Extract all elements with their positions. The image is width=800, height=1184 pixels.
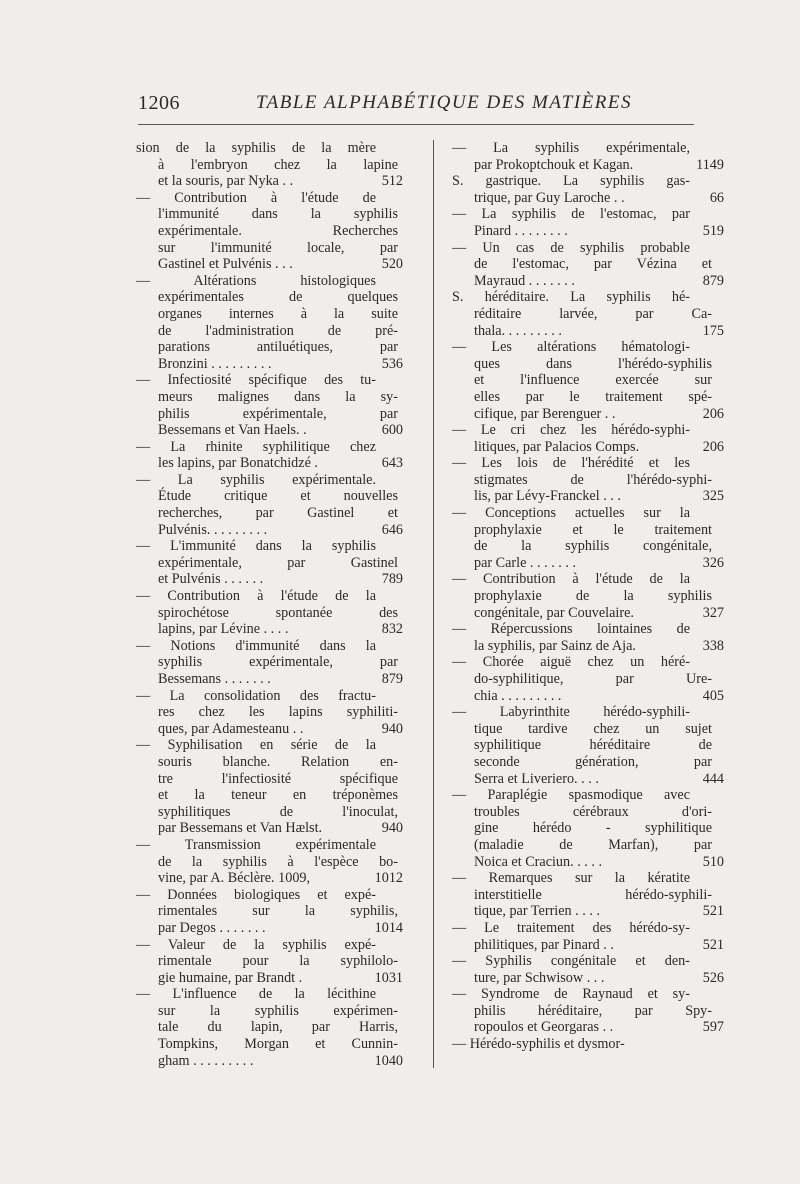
entry-line: philis expérimentale, par bbox=[158, 405, 398, 422]
entry-line: ropoulos et Georgaras . . bbox=[474, 1019, 614, 1036]
entry-line: ture, par Schwisow . . . bbox=[474, 969, 605, 986]
entry-page-number: 327 bbox=[702, 604, 724, 621]
index-entry bbox=[452, 173, 724, 206]
index-entry bbox=[136, 190, 401, 273]
page-title: TABLE ALPHABÉTIQUE DES MATIÈRES bbox=[256, 92, 632, 113]
entry-page-number: 175 bbox=[702, 322, 724, 339]
entry-line: — La consolidation des fractu- bbox=[136, 687, 376, 704]
entry-line: Serra et Liveriero. . . . bbox=[474, 770, 599, 787]
entry-page-number: 66 bbox=[709, 189, 724, 206]
entry-line: philis héréditaire, par Spy- bbox=[474, 1002, 712, 1019]
right-column bbox=[452, 140, 724, 1053]
page-header bbox=[138, 92, 694, 122]
entry-line: stigmates de l'hérédo-syphi- bbox=[474, 471, 712, 488]
entry-line: interstitielle hérédo-syphili- bbox=[474, 886, 712, 903]
entry-line: Bessemans et Van Haels. . bbox=[158, 422, 307, 439]
entry-line: tale du lapin, par Harris, bbox=[158, 1019, 398, 1036]
entry-line: les lapins, par Bonatchidzé . bbox=[158, 455, 318, 472]
entry-page-number: 600 bbox=[381, 422, 403, 439]
index-entry bbox=[452, 986, 724, 1036]
entry-line: sur l'immunité locale, par bbox=[158, 239, 398, 256]
entry-line: et la souris, par Nyka . . bbox=[158, 173, 294, 190]
entry-line: gham . . . . . . . . . bbox=[158, 1052, 254, 1069]
entry-page-number: 1012 bbox=[374, 870, 403, 887]
entry-page-number: 597 bbox=[702, 1019, 724, 1036]
entry-line: — La syphilis expérimentale, bbox=[452, 140, 690, 156]
entry-page-number: 521 bbox=[702, 936, 724, 953]
index-entry bbox=[136, 638, 401, 688]
entry-line: res chez les lapins syphiliti- bbox=[158, 704, 398, 721]
entry-page-number: 789 bbox=[381, 571, 403, 588]
entry-line: — Syndrome de Raynaud et sy- bbox=[452, 986, 690, 1003]
entry-line: ques dans l'hérédo-syphilis bbox=[474, 355, 712, 372]
entry-line: rimentale pour la syphilolo- bbox=[158, 953, 398, 970]
entry-line: prophylaxie de la syphilis bbox=[474, 588, 712, 605]
entry-page-number: 1149 bbox=[696, 156, 724, 173]
entry-line: — Remarques sur la kératite bbox=[452, 870, 690, 887]
entry-page-number: 326 bbox=[702, 554, 724, 571]
entry-line: par Bessemans et Van Hælst. bbox=[158, 820, 323, 837]
entry-line: Pulvénis. . . . . . . . . bbox=[158, 521, 268, 538]
entry-line: — Contribution à l'étude de la bbox=[136, 588, 376, 605]
entry-page-number: 520 bbox=[381, 256, 403, 273]
entry-line: — Contribution à l'étude de la bbox=[452, 571, 690, 588]
entry-page-number: 521 bbox=[702, 903, 724, 920]
entry-line: l'immunité dans la syphilis bbox=[158, 206, 398, 223]
column-divider bbox=[433, 140, 434, 1068]
entry-line: meurs malignes dans la sy- bbox=[158, 388, 398, 405]
entry-line: sur la syphilis expérimen- bbox=[158, 1002, 398, 1019]
index-entry bbox=[452, 571, 724, 621]
index-entry bbox=[452, 1036, 710, 1053]
entry-line: souris blanche. Relation en- bbox=[158, 753, 398, 770]
entry-line: lis, par Lévy-Franckel . . . bbox=[474, 488, 621, 505]
entry-line: lapins, par Lévine . . . . bbox=[158, 621, 289, 638]
entry-line: à l'embryon chez la lapine bbox=[158, 156, 398, 173]
entry-line: Bronzini . . . . . . . . . bbox=[158, 355, 272, 372]
entry-line: Tompkins, Morgan et Cunnin- bbox=[158, 1036, 398, 1053]
entry-line: — Hérédo-syphilis et dysmor- bbox=[452, 1036, 625, 1053]
entry-line: Étude critique et nouvelles bbox=[158, 488, 398, 505]
entry-line: et la teneur en tréponèmes bbox=[158, 787, 398, 804]
entry-line: thala. . . . . . . . . bbox=[474, 322, 562, 339]
entry-line: et Pulvénis . . . . . . bbox=[158, 571, 264, 588]
entry-line: expérimentale, par Gastinel bbox=[158, 554, 398, 571]
index-entry bbox=[452, 870, 724, 920]
entry-page-number: 1031 bbox=[374, 969, 403, 986]
entry-line: ques, par Adamesteanu . . bbox=[158, 720, 304, 737]
entry-page-number: 206 bbox=[702, 405, 724, 422]
entry-line: sion de la syphilis de la mère bbox=[136, 140, 376, 156]
entry-page-number: 338 bbox=[702, 637, 724, 654]
entry-page-number: 444 bbox=[702, 770, 724, 787]
entry-line: syphilis expérimentale, par bbox=[158, 654, 398, 671]
index-entry bbox=[136, 538, 401, 588]
entry-line: — Le traitement des hérédo-sy- bbox=[452, 919, 690, 936]
entry-line: — Répercussions lointaines de bbox=[452, 621, 690, 638]
entry-line: — Contribution à l'étude de bbox=[136, 189, 376, 206]
entry-line: tique tardive chez un sujet bbox=[474, 720, 712, 737]
entry-page-number: 405 bbox=[702, 687, 724, 704]
entry-line: — Notions d'immunité dans la bbox=[136, 637, 376, 654]
entry-line: recherches, par Gastinel et bbox=[158, 505, 398, 522]
entry-line: — Transmission expérimentale bbox=[136, 836, 376, 853]
entry-line: — La rhinite syphilitique chez bbox=[136, 438, 376, 455]
entry-line: philitiques, par Pinard . . bbox=[474, 936, 614, 953]
index-entry bbox=[136, 688, 401, 738]
entry-line: — Paraplégie spasmodique avec bbox=[452, 787, 690, 804]
entry-page-number: 536 bbox=[381, 355, 403, 372]
entry-line: S. gastrique. La syphilis gas- bbox=[452, 173, 690, 190]
entry-page-number: 879 bbox=[381, 671, 403, 687]
index-entry bbox=[136, 937, 401, 987]
entry-page-number: 325 bbox=[702, 488, 724, 505]
left-column bbox=[136, 140, 401, 1069]
index-entry bbox=[136, 986, 401, 1069]
entry-line: — Labyrinthite hérédo-syphili- bbox=[452, 704, 690, 721]
index-entry bbox=[452, 704, 724, 787]
entry-line: de la syphilis congénitale, bbox=[474, 538, 712, 555]
entry-line: — La syphilis de l'estomac, par bbox=[452, 206, 690, 223]
entry-line: prophylaxie et le traitement bbox=[474, 521, 712, 538]
entry-line: spirochétose spontanée des bbox=[158, 604, 398, 621]
index-entry bbox=[452, 621, 724, 654]
entry-line: — Le cri chez les hérédo-syphi- bbox=[452, 422, 690, 439]
entry-line: do-syphilitique, par Ure- bbox=[474, 671, 712, 687]
entry-line: — L'influence de la lécithine bbox=[136, 986, 376, 1003]
entry-line: — La syphilis expérimentale. bbox=[136, 471, 376, 488]
entry-line: gie humaine, par Brandt . bbox=[158, 969, 303, 986]
entry-line: tre l'infectiosité spécifique bbox=[158, 770, 398, 787]
entry-line: — Valeur de la syphilis expé- bbox=[136, 936, 376, 953]
index-entry bbox=[136, 588, 401, 638]
entry-page-number: 940 bbox=[381, 820, 403, 837]
entry-page-number: 1014 bbox=[374, 919, 403, 936]
entry-line: seconde génération, par bbox=[474, 753, 712, 770]
entry-line: — Un cas de syphilis probable bbox=[452, 239, 690, 256]
entry-line: S. héréditaire. La syphilis hé- bbox=[452, 289, 690, 306]
entry-page-number: 940 bbox=[381, 720, 403, 737]
entry-line: vine, par A. Béclère. 1009, bbox=[158, 870, 311, 887]
entry-page-number: 1040 bbox=[374, 1052, 403, 1069]
entry-line: tique, par Terrien . . . . bbox=[474, 903, 600, 920]
entry-line: gine hérédo - syphilitique bbox=[474, 820, 712, 837]
entry-line: elles par le traitement spé- bbox=[474, 388, 712, 405]
entry-page-number: 643 bbox=[381, 455, 403, 472]
entry-line: troubles cérébraux d'ori- bbox=[474, 803, 712, 820]
entry-line: — Les altérations hématologi- bbox=[452, 339, 690, 356]
entry-line: — Chorée aiguë chez un héré- bbox=[452, 654, 690, 671]
entry-line: réditaire larvée, par Ca- bbox=[474, 305, 712, 322]
index-entry bbox=[452, 140, 724, 173]
entry-page-number: 512 bbox=[381, 173, 403, 190]
index-entry bbox=[452, 787, 724, 870]
entry-line: expérimentale. Recherches bbox=[158, 222, 398, 239]
entry-line: par Degos . . . . . . . bbox=[158, 919, 266, 936]
entry-line: chia . . . . . . . . . bbox=[474, 687, 562, 704]
index-entry bbox=[452, 339, 724, 422]
entry-line: et l'influence exercée sur bbox=[474, 372, 712, 389]
entry-line: — Conceptions actuelles sur la bbox=[452, 505, 690, 522]
index-entry bbox=[452, 422, 724, 455]
page-number: 1206 bbox=[138, 92, 180, 114]
entry-line: — Les lois de l'hérédité et les bbox=[452, 455, 690, 472]
entry-line: — Syphilisation en série de la bbox=[136, 737, 376, 754]
entry-page-number: 646 bbox=[381, 521, 403, 538]
index-entry bbox=[452, 206, 724, 239]
index-entry bbox=[136, 887, 401, 937]
index-entry bbox=[452, 289, 724, 339]
entry-line: — Infectiosité spécifique des tu- bbox=[136, 372, 376, 389]
index-entry bbox=[452, 953, 724, 986]
index-entry bbox=[452, 455, 724, 505]
entry-line: Bessemans . . . . . . . bbox=[158, 671, 271, 687]
entry-line: de l'administration de pré- bbox=[158, 322, 398, 339]
entry-line: — Altérations histologiques bbox=[136, 272, 376, 289]
entry-line: parations antiluétiques, par bbox=[158, 339, 398, 356]
entry-line: syphilitique héréditaire de bbox=[474, 737, 712, 754]
entry-line: de l'estomac, par Vézina et bbox=[474, 256, 712, 273]
entry-page-number: 879 bbox=[702, 272, 724, 289]
entry-page-number: 206 bbox=[702, 438, 724, 455]
entry-line: par Carle . . . . . . . bbox=[474, 554, 577, 571]
entry-line: litiques, par Palacios Comps. bbox=[474, 438, 640, 455]
index-entry bbox=[452, 505, 724, 571]
index-entry bbox=[136, 737, 401, 837]
entry-line: expérimentales de quelques bbox=[158, 289, 398, 306]
index-entry bbox=[452, 919, 724, 953]
entry-line: — Données biologiques et expé- bbox=[136, 886, 376, 903]
entry-line: de la syphilis à l'espèce bo- bbox=[158, 853, 398, 870]
entry-line: (maladie de Marfan), par bbox=[474, 836, 712, 853]
entry-line: congénitale, par Couvelaire. bbox=[474, 604, 634, 621]
index-entry bbox=[136, 273, 401, 373]
entry-line: Pinard . . . . . . . . bbox=[474, 222, 568, 239]
entry-line: Gastinel et Pulvénis . . . bbox=[158, 256, 293, 273]
index-entry bbox=[452, 654, 724, 704]
entry-line: Mayraud . . . . . . . bbox=[474, 272, 575, 289]
entry-line: trique, par Guy Laroche . . bbox=[474, 189, 625, 206]
entry-line: — L'immunité dans la syphilis bbox=[136, 538, 376, 555]
index-entry bbox=[136, 837, 401, 887]
entry-line: rimentales sur la syphilis, bbox=[158, 903, 398, 920]
index-entry bbox=[136, 472, 401, 538]
entry-line: Noica et Craciun. . . . . bbox=[474, 853, 603, 870]
entry-line: la syphilis, par Sainz de Aja. bbox=[474, 637, 636, 654]
index-entry bbox=[452, 239, 724, 290]
entry-line: syphilitiques de l'inoculat, bbox=[158, 803, 398, 820]
header-rule bbox=[138, 124, 694, 125]
entry-line: cifique, par Berenguer . . bbox=[474, 405, 616, 422]
entry-page-number: 832 bbox=[381, 621, 403, 638]
entry-page-number: 526 bbox=[702, 969, 724, 986]
index-entry bbox=[136, 140, 401, 190]
entry-line: organes internes à la suite bbox=[158, 305, 398, 322]
entry-page-number: 510 bbox=[702, 853, 724, 870]
index-entry bbox=[136, 372, 401, 438]
entry-line: par Prokoptchouk et Kagan. bbox=[474, 156, 634, 173]
entry-page-number: 519 bbox=[702, 222, 724, 239]
index-entry bbox=[136, 439, 401, 472]
entry-line: — Syphilis congénitale et den- bbox=[452, 953, 690, 970]
